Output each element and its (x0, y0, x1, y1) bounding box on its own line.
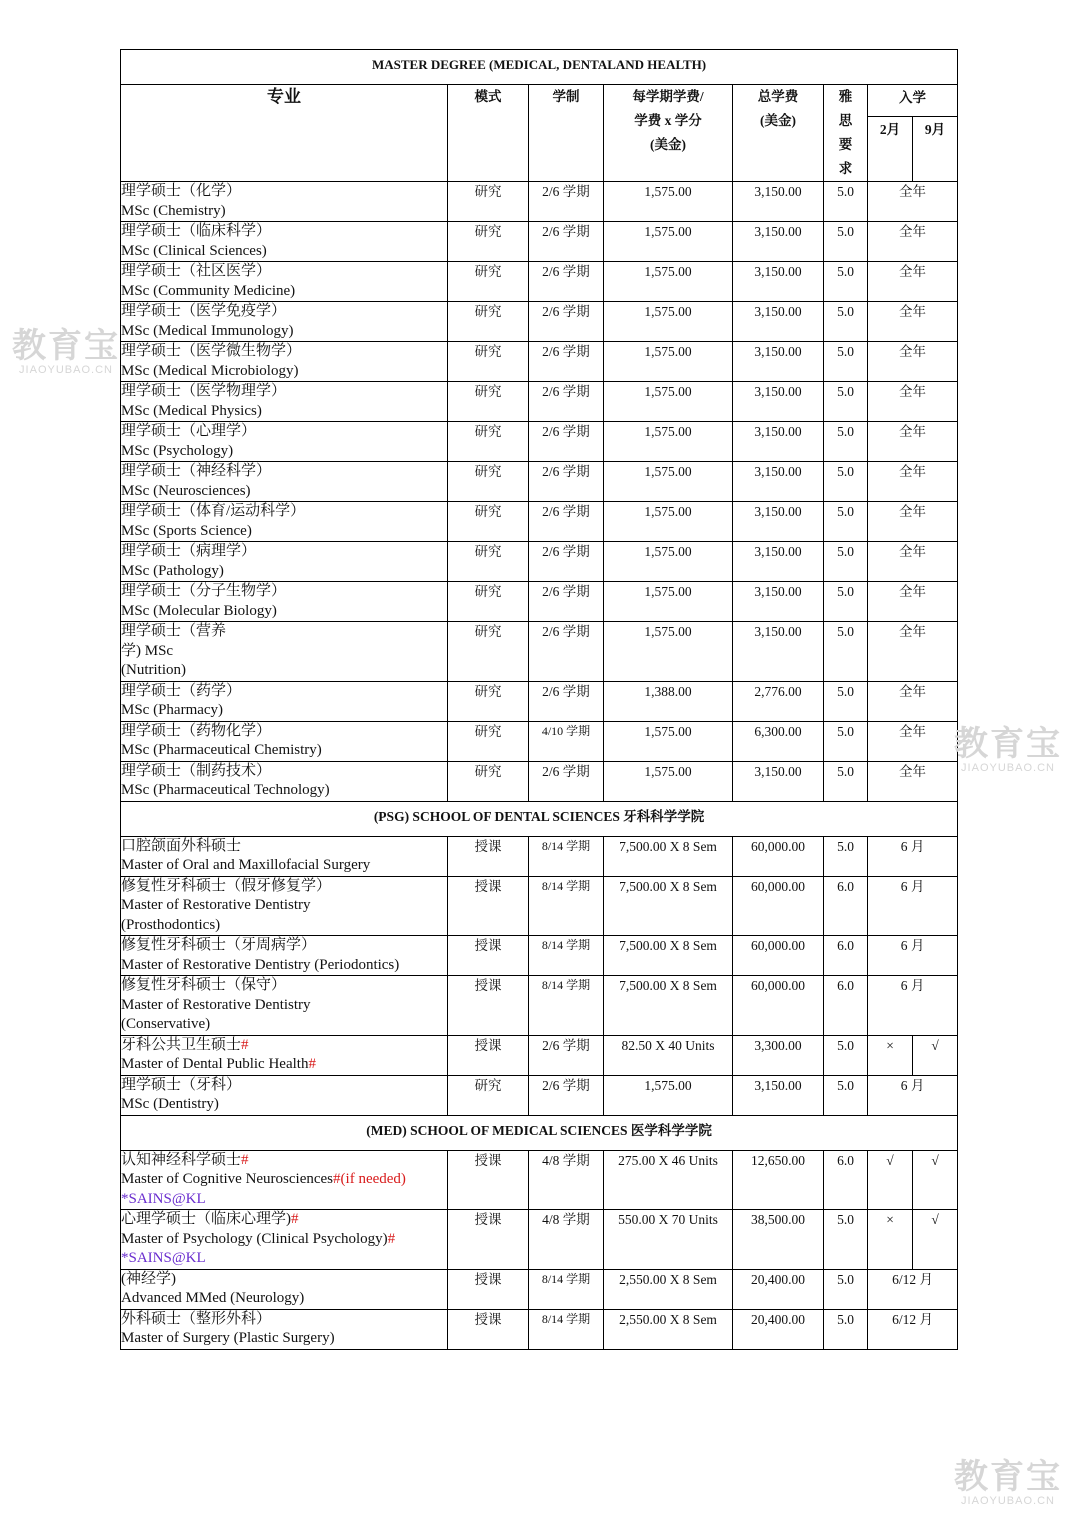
program-name-cn: 理学硕士（营养 (121, 623, 227, 639)
program-name (121, 262, 448, 302)
ielts-cell: 5.0 (824, 382, 868, 422)
program-name-cn: 理学硕士（化学） (121, 183, 242, 199)
program-name-cn: 理学硕士（医学物理学） (121, 383, 287, 399)
intake-cell: 全年 (868, 502, 958, 542)
duration-cell: 2/6 学期 (529, 542, 604, 582)
mode-cell: 授课 (448, 976, 529, 1036)
program-name-en: Master of Surgery (Plastic Surgery) (121, 1330, 335, 1346)
program-name (121, 622, 448, 682)
program-name-en: MSc (Neurosciences) (121, 482, 251, 499)
intake-cell: 全年 (868, 761, 958, 801)
fee-cell: 1,575.00 (604, 182, 733, 222)
table-row (121, 382, 958, 422)
program-name (121, 342, 448, 382)
table-row (121, 582, 958, 622)
ielts-cell: 5.0 (824, 542, 868, 582)
intake-cell: 全年 (868, 721, 958, 761)
program-name-cn: 理学硕士（神经科学） (121, 463, 272, 479)
intake-cell: 全年 (868, 681, 958, 721)
fee-cell: 1,575.00 (604, 382, 733, 422)
program-name-cn: 理学硕士（临床科学） (121, 223, 272, 239)
program-name-cn-cont: 学) MSc (121, 642, 174, 659)
ielts-cell: 5.0 (824, 721, 868, 761)
program-name-cn: 心理学硕士（临床心理学)# (121, 1211, 299, 1227)
watermark-right: 教育宝 JIAOYUBAO.CN (954, 725, 1062, 774)
total-cell: 3,150.00 (733, 422, 824, 462)
duration-cell: 2/6 学期 (529, 262, 604, 302)
table-body (121, 182, 958, 1350)
mode-cell: 授课 (448, 1269, 529, 1309)
intake-cell: 全年 (868, 342, 958, 382)
table-row (121, 761, 958, 801)
program-name (121, 182, 448, 222)
mode-cell: 研究 (448, 582, 529, 622)
total-cell: 3,150.00 (733, 342, 824, 382)
program-name-cn: 理学硕士（体育/运动科学） (121, 503, 306, 519)
mode-cell: 研究 (448, 721, 529, 761)
intake-sep-cell: √ (913, 1210, 958, 1270)
fee-cell: 1,575.00 (604, 502, 733, 542)
fee-cell: 1,575.00 (604, 761, 733, 801)
fee-cell: 1,575.00 (604, 462, 733, 502)
program-name (121, 1309, 448, 1349)
ielts-cell: 5.0 (824, 1269, 868, 1309)
total-cell: 3,150.00 (733, 502, 824, 542)
fee-cell: 275.00 X 46 Units (604, 1150, 733, 1210)
total-cell: 60,000.00 (733, 836, 824, 876)
mode-cell: 授课 (448, 876, 529, 936)
intake-cell: 全年 (868, 182, 958, 222)
mode-cell: 研究 (448, 761, 529, 801)
hash-mark: #(if needed) (333, 1171, 406, 1187)
duration-cell: 2/6 学期 (529, 222, 604, 262)
mode-cell: 研究 (448, 542, 529, 582)
program-name (121, 1269, 448, 1309)
program-name (121, 462, 448, 502)
program-name-en: MSc (Pharmacy) (121, 702, 224, 718)
fee-cell: 1,575.00 (604, 1075, 733, 1115)
duration-cell: 8/14 学期 (529, 976, 604, 1036)
mode-cell: 授课 (448, 1210, 529, 1270)
total-cell: 3,150.00 (733, 761, 824, 801)
fee-cell: 2,550.00 X 8 Sem (604, 1309, 733, 1349)
ielts-cell: 5.0 (824, 262, 868, 302)
table-title: MASTER DEGREE (MEDICAL, DENTALAND HEALTH) (121, 50, 958, 85)
hash-mark: # (241, 1036, 249, 1053)
duration-cell: 2/6 学期 (529, 462, 604, 502)
program-name-en: Advanced MMed (Neurology) (121, 1290, 305, 1306)
program-name-cn: 口腔颌面外科硕士 (121, 837, 242, 854)
total-cell: 3,150.00 (733, 182, 824, 222)
program-name (121, 761, 448, 801)
mode-cell: 研究 (448, 1075, 529, 1115)
total-cell: 60,000.00 (733, 876, 824, 936)
intake-cell: 6 月 (868, 836, 958, 876)
table-row (121, 721, 958, 761)
duration-cell: 8/14 学期 (529, 1269, 604, 1309)
program-name (121, 1210, 448, 1270)
fee-cell: 1,575.00 (604, 622, 733, 682)
mode-cell: 研究 (448, 302, 529, 342)
total-cell: 3,300.00 (733, 1035, 824, 1075)
table-row (121, 302, 958, 342)
fee-cell: 1,575.00 (604, 542, 733, 582)
program-name (121, 382, 448, 422)
ielts-cell: 5.0 (824, 761, 868, 801)
ielts-cell: 5.0 (824, 1075, 868, 1115)
duration-cell: 4/8 学期 (529, 1210, 604, 1270)
total-cell: 20,400.00 (733, 1309, 824, 1349)
table-row (121, 976, 958, 1036)
ielts-cell: 5.0 (824, 681, 868, 721)
header-major: 专业 (121, 85, 448, 182)
program-name (121, 302, 448, 342)
duration-cell: 4/8 学期 (529, 1150, 604, 1210)
program-name (121, 222, 448, 262)
program-name-en: (Nutrition) (121, 662, 186, 678)
mode-cell: 研究 (448, 502, 529, 542)
hash-mark: # (241, 1151, 249, 1168)
intake-cell: 6/12 月 (868, 1309, 958, 1349)
campus-tag: *SAINS@KL (121, 1250, 206, 1266)
header-intake: 入学 (868, 85, 958, 117)
program-name-en: Master of Restorative Dentistry (121, 897, 311, 913)
total-cell: 3,150.00 (733, 222, 824, 262)
intake-sep-cell: √ (913, 1035, 958, 1075)
program-name-cn: 理学硕士（分子生物学） (121, 583, 287, 599)
mode-cell: 研究 (448, 182, 529, 222)
table-row (121, 681, 958, 721)
duration-cell: 2/6 学期 (529, 1035, 604, 1075)
program-name (121, 1150, 448, 1210)
program-name-en: MSc (Pharmaceutical Chemistry) (121, 742, 322, 758)
mode-cell: 研究 (448, 382, 529, 422)
table-row (121, 462, 958, 502)
program-name (121, 422, 448, 462)
header-ielts: 雅 思 要 求 (824, 85, 868, 182)
fee-cell: 1,575.00 (604, 302, 733, 342)
intake-cell: 全年 (868, 382, 958, 422)
duration-cell: 2/6 学期 (529, 622, 604, 682)
table-row (121, 1309, 958, 1349)
program-name-en: MSc (Clinical Sciences) (121, 242, 267, 259)
duration-cell: 8/14 学期 (529, 936, 604, 976)
program-name (121, 582, 448, 622)
program-name-en: Master of Dental Public Health# (121, 1056, 316, 1072)
intake-cell: 6 月 (868, 876, 958, 936)
hash-mark: # (291, 1211, 299, 1227)
program-name-en: MSc (Psychology) (121, 442, 234, 459)
total-cell: 3,150.00 (733, 462, 824, 502)
total-cell: 12,650.00 (733, 1150, 824, 1210)
program-name (121, 1075, 448, 1115)
fee-cell: 1,575.00 (604, 721, 733, 761)
section-title: (PSG) SCHOOL OF DENTAL SCIENCES 牙科科学学院 (121, 801, 958, 836)
fee-cell: 2,550.00 X 8 Sem (604, 1269, 733, 1309)
duration-cell: 2/6 学期 (529, 182, 604, 222)
ielts-cell: 5.0 (824, 302, 868, 342)
program-name-en: MSc (Chemistry) (121, 202, 226, 219)
ielts-cell: 6.0 (824, 976, 868, 1036)
program-name-en: MSc (Molecular Biology) (121, 602, 277, 619)
program-name-cn: 修复性牙科硕士（牙周病学） (121, 937, 317, 953)
header-total: 总学费 (美金) (733, 85, 824, 182)
header-feb: 2月 (868, 116, 913, 181)
intake-cell: 6/12 月 (868, 1269, 958, 1309)
ielts-cell: 5.0 (824, 462, 868, 502)
program-name-cn: 外科硕士（整形外科） (121, 1310, 272, 1327)
fee-cell: 1,575.00 (604, 342, 733, 382)
hash-mark: # (387, 1230, 396, 1247)
table-row (121, 422, 958, 462)
program-name (121, 502, 448, 542)
table-row (121, 222, 958, 262)
duration-cell: 8/14 学期 (529, 1309, 604, 1349)
duration-cell: 2/6 学期 (529, 761, 604, 801)
program-name-cn: 修复性牙科硕士（假牙修复学） (121, 877, 332, 894)
total-cell: 60,000.00 (733, 936, 824, 976)
section-row (121, 801, 958, 836)
fee-cell: 1,388.00 (604, 681, 733, 721)
total-cell: 3,150.00 (733, 1075, 824, 1115)
program-name (121, 542, 448, 582)
program-name-en-cont: (Prosthodontics) (121, 916, 221, 933)
mode-cell: 研究 (448, 622, 529, 682)
intake-cell: 全年 (868, 582, 958, 622)
mode-cell: 研究 (448, 462, 529, 502)
mode-cell: 研究 (448, 422, 529, 462)
ielts-cell: 6.0 (824, 876, 868, 936)
total-cell: 60,000.00 (733, 976, 824, 1036)
table-row (121, 262, 958, 302)
header-fee-per: 每学期学费/ 学费 x 学分 (美金) (604, 85, 733, 182)
total-cell: 3,150.00 (733, 262, 824, 302)
program-name-en: Master of Restorative Dentistry (121, 996, 311, 1013)
program-name-cn: 理学硕士（病理学） (121, 543, 257, 559)
duration-cell: 2/6 学期 (529, 582, 604, 622)
intake-sep-cell: √ (913, 1150, 958, 1210)
program-name (121, 876, 448, 936)
program-name (121, 1035, 448, 1075)
ielts-cell: 5.0 (824, 836, 868, 876)
table-row (121, 342, 958, 382)
program-name-en: Master of Psychology (Clinical Psychology)# (121, 1230, 396, 1247)
program-name-cn: 理学硕士（社区医学） (121, 263, 272, 279)
ielts-cell: 5.0 (824, 182, 868, 222)
program-name-cn: 理学硕士（心理学） (121, 423, 257, 439)
total-cell: 3,150.00 (733, 382, 824, 422)
program-name-en: MSc (Pathology) (121, 562, 224, 579)
fee-cell: 7,500.00 X 8 Sem (604, 836, 733, 876)
program-name-en: MSc (Community Medicine) (121, 282, 296, 299)
duration-cell: 2/6 学期 (529, 382, 604, 422)
intake-cell: 全年 (868, 222, 958, 262)
program-name-en: Master of Cognitive Neurosciences#(if needed) (121, 1171, 406, 1187)
program-name-en: MSc (Sports Science) (121, 522, 252, 539)
duration-cell: 2/6 学期 (529, 1075, 604, 1115)
program-name (121, 681, 448, 721)
intake-cell: 全年 (868, 302, 958, 342)
duration-cell: 8/14 学期 (529, 876, 604, 936)
program-name-en: MSc (Dentistry) (121, 1096, 219, 1112)
campus-tag: *SAINS@KL (121, 1190, 206, 1207)
mode-cell: 研究 (448, 262, 529, 302)
fee-cell: 1,575.00 (604, 422, 733, 462)
fee-cell: 7,500.00 X 8 Sem (604, 876, 733, 936)
intake-feb-cell: × (868, 1210, 913, 1270)
total-cell: 20,400.00 (733, 1269, 824, 1309)
table-row (121, 1210, 958, 1270)
program-name-cn: 修复性牙科硕士（保守） (121, 977, 287, 993)
intake-cell: 6 月 (868, 976, 958, 1036)
header-mode: 模式 (448, 85, 529, 182)
program-name-en: MSc (Medical Physics) (121, 402, 262, 419)
fee-cell: 7,500.00 X 8 Sem (604, 936, 733, 976)
fee-cell: 1,575.00 (604, 582, 733, 622)
duration-cell: 2/6 学期 (529, 502, 604, 542)
mode-cell: 授课 (448, 936, 529, 976)
duration-cell: 8/14 学期 (529, 836, 604, 876)
table-row (121, 1269, 958, 1309)
table-row (121, 1075, 958, 1115)
duration-cell: 2/6 学期 (529, 681, 604, 721)
program-name-en: MSc (Pharmaceutical Technology) (121, 782, 330, 798)
watermark-left: 教育宝 JIAOYUBAO.CN (12, 327, 120, 376)
duration-cell: 2/6 学期 (529, 422, 604, 462)
total-cell: 2,776.00 (733, 681, 824, 721)
program-name-cn: 理学硕士（制药技术） (121, 762, 272, 779)
program-name (121, 976, 448, 1036)
mode-cell: 研究 (448, 342, 529, 382)
total-cell: 3,150.00 (733, 542, 824, 582)
ielts-cell: 6.0 (824, 1150, 868, 1210)
table-row (121, 936, 958, 976)
program-name-en: MSc (Medical Microbiology) (121, 362, 299, 379)
table-row (121, 1035, 958, 1075)
program-name-cn: 牙科公共卫生硕士# (121, 1036, 249, 1053)
mode-cell: 授课 (448, 1035, 529, 1075)
mode-cell: 研究 (448, 681, 529, 721)
fee-cell: 550.00 X 70 Units (604, 1210, 733, 1270)
duration-cell: 2/6 学期 (529, 302, 604, 342)
total-cell: 3,150.00 (733, 302, 824, 342)
hash-mark: # (308, 1056, 316, 1072)
duration-cell: 4/10 学期 (529, 721, 604, 761)
ielts-cell: 6.0 (824, 936, 868, 976)
ielts-cell: 5.0 (824, 222, 868, 262)
mode-cell: 授课 (448, 836, 529, 876)
ielts-cell: 5.0 (824, 502, 868, 542)
intake-cell: 全年 (868, 422, 958, 462)
ielts-cell: 5.0 (824, 1035, 868, 1075)
intake-cell: 全年 (868, 462, 958, 502)
intake-feb-cell: √ (868, 1150, 913, 1210)
watermark-bottom: 教育宝 JIAOYUBAO.CN (954, 1458, 1062, 1507)
fee-cell: 1,575.00 (604, 222, 733, 262)
fee-cell: 1,575.00 (604, 262, 733, 302)
program-name (121, 936, 448, 976)
program-name-cn: 理学硕士（药学） (121, 682, 242, 699)
program-name-cn: 理学硕士（药物化学） (121, 722, 272, 739)
header-duration: 学制 (529, 85, 604, 182)
total-cell: 3,150.00 (733, 622, 824, 682)
total-cell: 3,150.00 (733, 582, 824, 622)
intake-feb-cell: × (868, 1035, 913, 1075)
program-name-en: Master of Restorative Dentistry (Periodontics) (121, 956, 400, 973)
table-row (121, 1150, 958, 1210)
total-cell: 6,300.00 (733, 721, 824, 761)
ielts-cell: 5.0 (824, 342, 868, 382)
ielts-cell: 5.0 (824, 622, 868, 682)
fee-cell: 82.50 X 40 Units (604, 1035, 733, 1075)
intake-cell: 6 月 (868, 936, 958, 976)
table-row (121, 542, 958, 582)
table-row (121, 502, 958, 542)
section-row (121, 1115, 958, 1150)
program-name-en-cont: (Conservative) (121, 1016, 211, 1032)
table-row (121, 836, 958, 876)
program-name-cn: 理学硕士（牙科） (121, 1076, 242, 1093)
mode-cell: 授课 (448, 1150, 529, 1210)
intake-cell: 全年 (868, 262, 958, 302)
program-name (121, 836, 448, 876)
program-name-cn: 理学硕士（医学免疫学） (121, 303, 287, 319)
table-row (121, 876, 958, 936)
ielts-cell: 5.0 (824, 422, 868, 462)
section-title: (MED) SCHOOL OF MEDICAL SCIENCES 医学科学学院 (121, 1115, 958, 1150)
intake-cell: 全年 (868, 542, 958, 582)
program-name-en: MSc (Medical Immunology) (121, 322, 294, 339)
degree-table (120, 49, 958, 1350)
mode-cell: 研究 (448, 222, 529, 262)
mode-cell: 授课 (448, 1309, 529, 1349)
program-name-cn: 理学硕士（医学微生物学） (121, 343, 302, 359)
intake-cell: 6 月 (868, 1075, 958, 1115)
ielts-cell: 5.0 (824, 1309, 868, 1349)
ielts-cell: 5.0 (824, 1210, 868, 1270)
program-name-cn: (神经学) (121, 1270, 176, 1287)
intake-cell: 全年 (868, 622, 958, 682)
total-cell: 38,500.00 (733, 1210, 824, 1270)
ielts-cell: 5.0 (824, 582, 868, 622)
program-name-cn: 认知神经科学硕士# (121, 1151, 249, 1168)
program-name (121, 721, 448, 761)
header-sep: 9月 (913, 116, 958, 181)
program-name-en: Master of Oral and Maxillofacial Surgery (121, 857, 371, 873)
table-row (121, 182, 958, 222)
fee-cell: 7,500.00 X 8 Sem (604, 976, 733, 1036)
duration-cell: 2/6 学期 (529, 342, 604, 382)
table-row (121, 622, 958, 682)
